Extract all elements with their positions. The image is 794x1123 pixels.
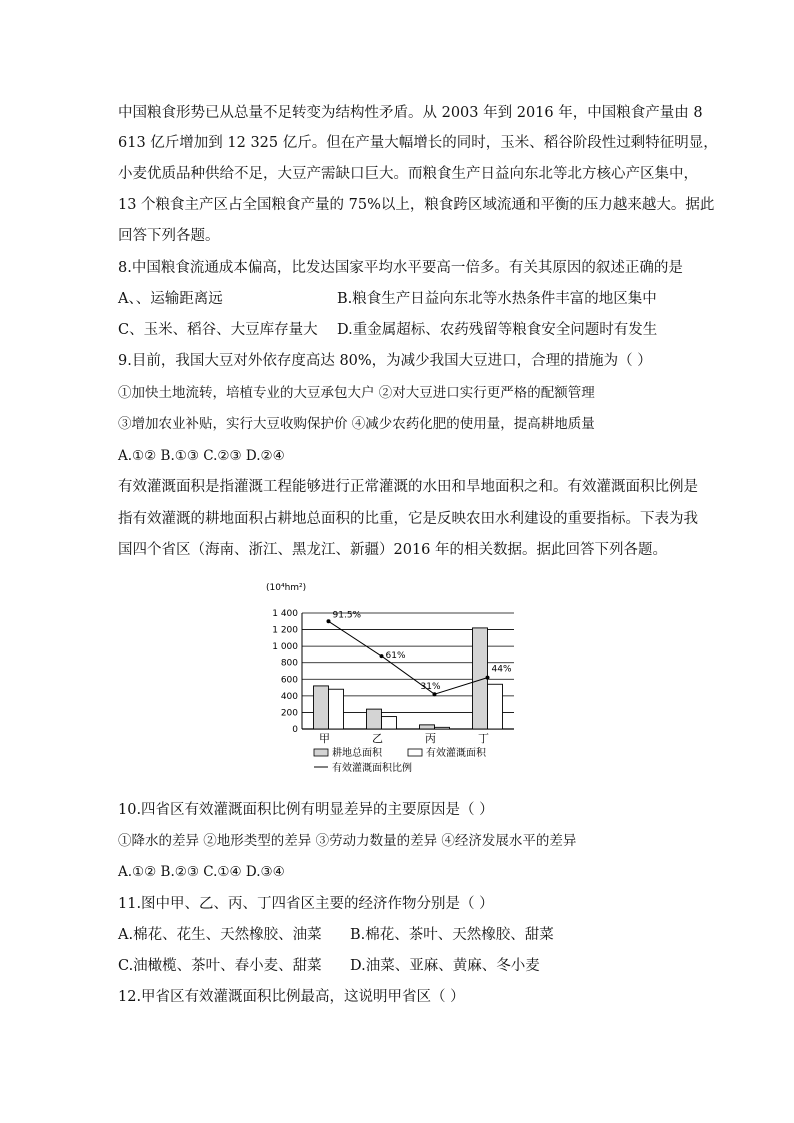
legend-label-ratio: 有效灌溉面积比例 <box>332 763 412 774</box>
q8-option-b: B.粮食生产日益向东北等水热条件丰富的地区集中 <box>337 291 657 307</box>
q9-choices-2: ③增加农业补贴，实行大豆收购保护价 ④减少农药化肥的使用量，提高耕地质量 <box>118 416 595 432</box>
q8-option-c: C、玉米、稻谷、大豆库存量大 <box>118 322 318 338</box>
q11-option-d: D.油菜、亚麻、黄麻、冬小麦 <box>350 958 540 974</box>
y-tick-label: 1 200 <box>272 625 298 636</box>
q10-choices: ①降水的差异 ②地形类型的差异 ③劳动力数量的差异 ④经济发展水平的差异 <box>118 833 577 849</box>
y-tick-label: 600 <box>280 675 298 686</box>
q9-options: A.①② B.①③ C.②③ D.②④ <box>118 448 285 464</box>
y-tick-label: 1 400 <box>272 609 298 619</box>
q11-option-b: B.棉花、茶叶、天然橡胶、甜菜 <box>350 927 554 943</box>
q11-option-c: C.油橄榄、茶叶、春小麦、甜菜 <box>118 958 322 974</box>
ratio-point <box>380 654 384 658</box>
y-tick-label: 1 000 <box>272 642 298 653</box>
ratio-point <box>486 676 490 680</box>
bar-cultivated <box>314 686 329 729</box>
y-tick-label: 0 <box>292 725 298 735</box>
q11-stem: 11.图中甲、乙、丙、丁四省区主要的经济作物分别是（ ） <box>118 896 494 912</box>
legend-swatch-cultivated <box>314 749 328 756</box>
ratio-point <box>327 619 331 623</box>
irrigation-chart <box>262 574 537 784</box>
bar-irrigated <box>488 684 503 729</box>
x-tick-label: 丁 <box>478 732 489 745</box>
ratio-line <box>329 621 488 694</box>
q10-stem: 10.四省区有效灌溉面积比例有明显差异的主要原因是（ ） <box>118 802 494 818</box>
q8-option-d: D.重金属超标、农药残留等粮食安全问题时有发生 <box>337 322 658 338</box>
ratio-label: 91.5% <box>332 610 362 621</box>
q8-option-a: A、、运输距离远 <box>118 291 223 307</box>
q10-options: A.①② B.②③ C.①④ D.③④ <box>118 864 285 880</box>
bar-irrigated <box>329 689 344 729</box>
legend-label-cultivated: 耕地总面积 <box>332 748 382 759</box>
bar-cultivated <box>367 709 382 729</box>
chart-legend <box>314 746 487 774</box>
legend-label-irrigated: 有效灌溉面积 <box>426 748 486 759</box>
y-tick-label: 400 <box>280 691 298 702</box>
passage1-line-4: 13 个粮食主产区占全国粮食产量的 75%以上，粮食跨区域流通和平衡的压力越来越大。据此 <box>118 197 715 213</box>
q9-stem: 9.目前，我国大豆对外依存度高达 80%，为减少我国大豆进口，合理的措施为（ ） <box>118 353 652 369</box>
legend-swatch-irrigated <box>408 749 422 756</box>
q8-stem: 8.中国粮食流通成本偏高，比发达国家平均水平要高一倍多。有关其原因的叙述正确的是 <box>118 260 683 276</box>
passage1-line-5: 回答下列各题。 <box>118 228 220 244</box>
bar-cultivated <box>420 725 435 729</box>
ratio-label: 31% <box>420 682 441 693</box>
y-tick-label: 200 <box>280 708 298 719</box>
bar-irrigated <box>435 727 450 729</box>
x-tick-label: 甲 <box>319 732 330 745</box>
ratio-label: 61% <box>385 651 406 662</box>
q9-choices-1: ①加快土地流转，培植专业的大豆承包大户 ②对大豆进口实行更严格的配额管理 <box>118 385 595 401</box>
passage2-line-1: 有效灌溉面积是指灌溉工程能够进行正常灌溉的水田和旱地面积之和。有效灌溉面积比例是 <box>118 479 698 495</box>
ratio-point <box>433 692 437 696</box>
x-tick-label: 丙 <box>425 732 436 745</box>
q11-option-a: A.棉花、花生、天然橡胶、油菜 <box>118 927 322 943</box>
q12-stem: 12.甲省区有效灌溉面积比例最高，这说明甲省区（ ） <box>118 989 465 1005</box>
passage1-line-3: 小麦优质品种供给不足，大豆产需缺口巨大。而粮食生产日益向东北等北方核心产区集中， <box>118 166 698 182</box>
passage1-line-1: 中国粮食形势已从总量不足转变为结构性矛盾。从 2003 年到 2016 年，中国粮食产量由 8 <box>118 105 703 121</box>
chart-bars <box>314 628 503 729</box>
bar-irrigated <box>382 717 397 729</box>
x-tick-label: 乙 <box>372 732 383 745</box>
passage2-line-3: 国四个省区（海南、浙江、黑龙江、新疆）2016 年的相关数据。据此回答下列各题。 <box>118 542 668 558</box>
y-axis-label: (10⁴hm²) <box>266 583 307 593</box>
passage1-line-2: 613 亿斤增加到 12 325 亿斤。但在产量大幅增长的同时，玉米、稻谷阶段性过剩特征明显， <box>118 135 718 151</box>
y-tick-label: 800 <box>280 658 298 669</box>
ratio-label: 44% <box>491 664 512 675</box>
passage2-line-2: 指有效灌溉的耕地面积占耕地总面积的比重，它是反映农田水利建设的重要指标。下表为我 <box>118 511 698 527</box>
